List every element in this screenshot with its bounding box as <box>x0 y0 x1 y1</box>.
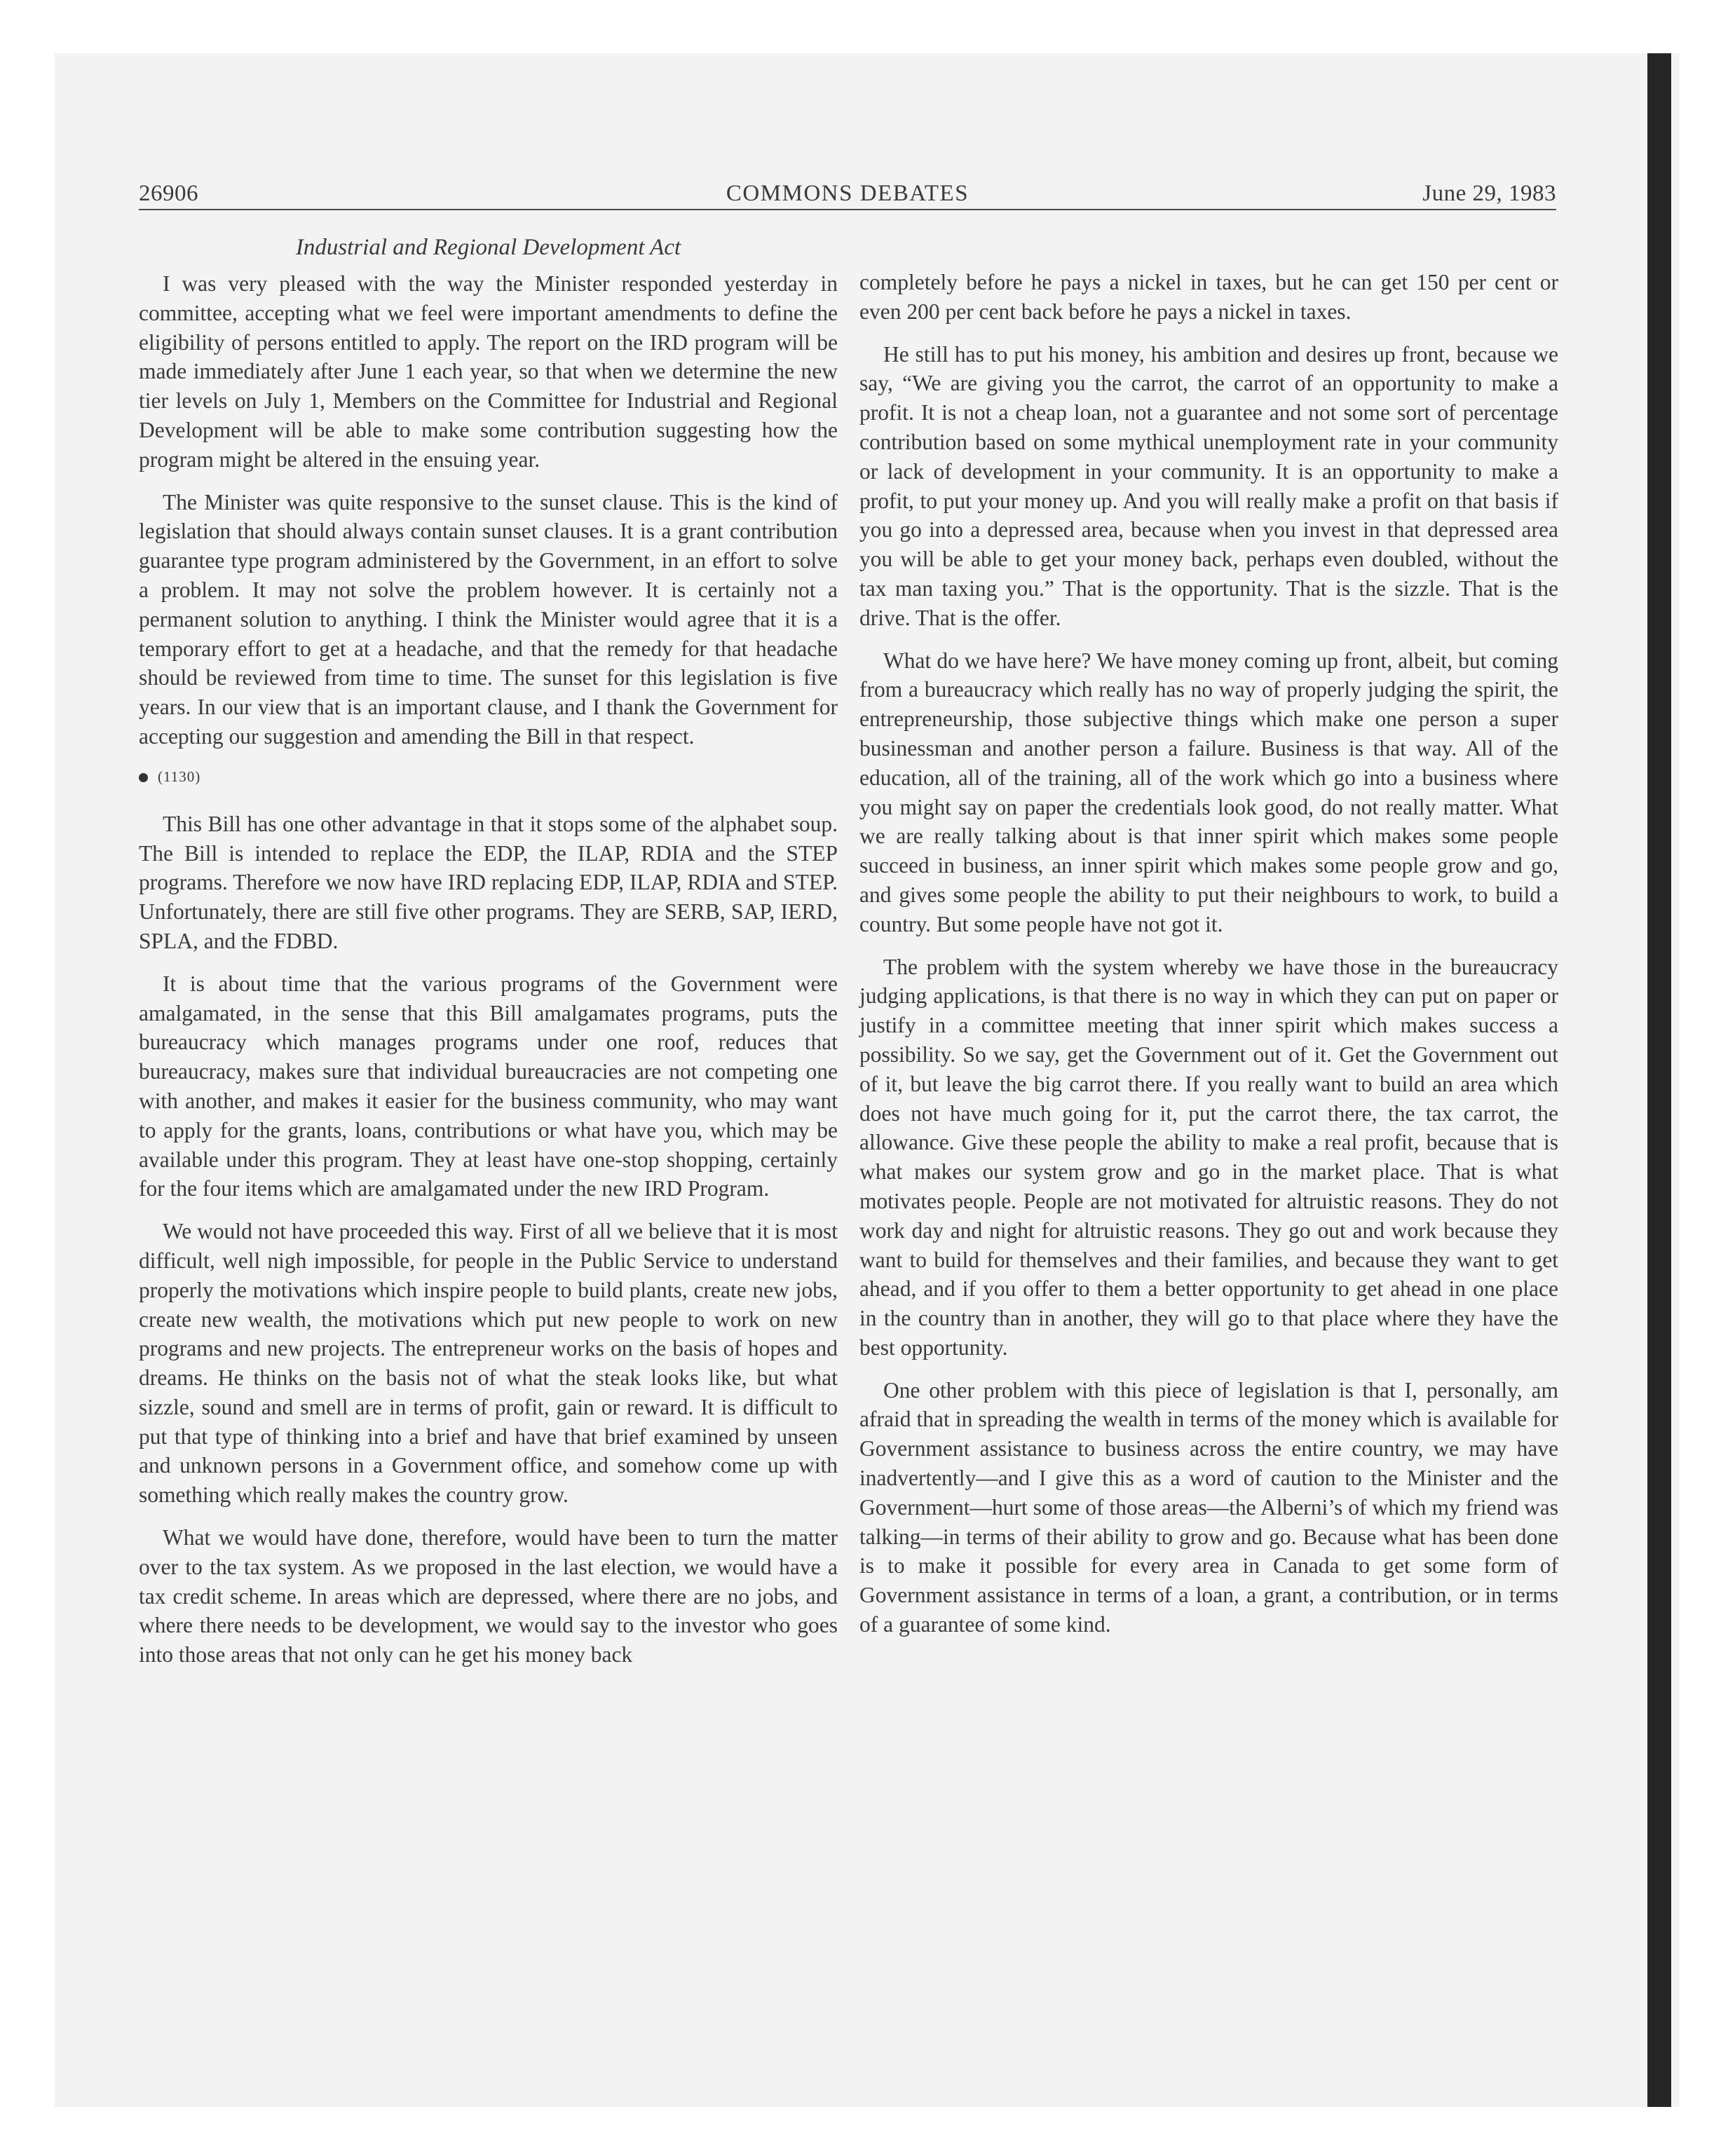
bullet-icon <box>139 773 148 782</box>
paragraph: I was very pleased with the way the Minister responded yesterday in committee, accepting what we feel were important amendments to define the eligibility of persons entitled to apply. The report on the IRD program will be made immediately after June 1 each year, so that when we determine the new tier levels on July 1, Members on the Committee for Industrial and Regional Development will be able to make some contribution suggesting how the program might be altered in the ensuing year. <box>139 271 838 472</box>
time-marker <box>139 765 838 789</box>
section-title: Industrial and Regional Development Act <box>295 235 681 260</box>
paragraph: One other problem with this piece of legislation is that I, personally, am afraid that in spreading the wealth in terms of the money which is available for Government assistance to business across the entire country, we may have inadvertently—and I give this as a word of caution to the Minister and the Government—hurt some of those areas—the Alberni’s of which my friend was talking—in terms of their ability to grow and go. Because what has been done is to make it possible for every area in Canada to get some form of Government assistance in terms of a loan, a grant, a contribution, or in terms of a guarantee of some kind. <box>859 1377 1558 1637</box>
header-rule <box>139 209 1556 210</box>
right-column <box>859 268 1558 1653</box>
publication-title: COMMONS DEBATES <box>726 181 969 206</box>
left-column <box>139 231 838 1683</box>
paragraph: He still has to put his money, his ambition and desires up front, because we say, “We are giving you the carrot, the carrot of an opportunity to make a profit. It is not a cheap loan, not a guarantee and not some sort of percentage contribution based on some mythical unemployment rate in your community or lack of development in your community. It is an opportunity to make a profit, to put your money up. And you will really make a profit on that basis if you go into a depressed area, because when you invest in that depressed area you will be able to get your money back, perhaps even doubled, without the tax man taxing you.” That is the opportunity. That is the sizzle. That is the drive. That is the offer. <box>859 341 1558 630</box>
scan-edge-shadow <box>1647 53 1671 2107</box>
paragraph: It is about time that the various programs of the Government were amalgamated, in the sense that this Bill amalgamates programs, puts the bureaucracy which manages programs under one roof, reduces that bureaucracy, makes sure that individual bureaucracies are not competing one with another, and makes it easier for the business community, who may want to apply for the grants, loans, contributions or what have you, which may be available under this program. They at least have one-stop shopping, certainly for the four items which are amalgamated under the new IRD Program. <box>139 971 838 1201</box>
paragraph: What we would have done, therefore, would have been to turn the matter over to the tax system. As we proposed in the last election, we would have a tax credit scheme. In areas which are depressed, where there are no jobs, and where there needs to be development, we would say to the investor who goes into those areas that not only can he get his money back <box>139 1525 838 1667</box>
page-number: 26906 <box>139 181 198 206</box>
paragraph: We would not have proceeded this way. First of all we believe that it is most difficult, well nigh impossible, for people in the Public Service to understand properly the motivations which inspire people to build plants, create new jobs, create new wealth, the motivations which put new people to work on new programs and new projects. The entrepreneur works on the basis of hopes and dreams. He thinks on the basis not of what the steak looks like, but what sizzle, sound and smell are in terms of profit, gain or reward. It is difficult to put that type of thinking into a brief and have that brief examined by unseen and unknown persons in a Government office, and somehow come up with something which really makes the country grow. <box>139 1219 838 1508</box>
time-marker-label: (1130) <box>158 767 201 785</box>
paragraph: This Bill has one other advantage in that it stops some of the alphabet soup. The Bill is intended to replace the EDP, the ILAP, RDIA and the STEP programs. Therefore we now have IRD replacing EDP, ILAP, RDIA and STEP. Unfortunately, there are still five other programs. They are SERB, SAP, IERD, SPLA, and the FDBD. <box>139 811 838 953</box>
page-header <box>139 177 1556 210</box>
paragraph: The problem with the system whereby we have those in the bureaucracy judging applications, is that there is no way in which they can put on paper or justify in a committee meeting that inner spirit which makes success a possibility. So we say, get the Government out of it. Get the Government out of it, but leave the big carrot there. If you really want to build an area which does not have much going for it, put the carrot there, the tax carrot, the allowance. Give these people the ability to make a real profit, because that is what makes our system grow and go in the market place. That is what motivates people. People are not motivated for altruistic reasons. They do not work day and night for altruistic reasons. They go out and work because they want to build for themselves and their families, and because they want to get ahead, and if you offer to them a better opportunity to get ahead in one place in the country than in another, they will go to that place where they have the best opportunity. <box>859 954 1558 1360</box>
paragraph: The Minister was quite responsive to the sunset clause. This is the kind of legislation that should always contain sunset clauses. It is a grant contribution guarantee type program administered by the Government, in an effort to solve a problem. It may not solve the problem however. It is certainly not a permanent solution to anything. I think the Minister would agree that it is a temporary effort to get at a headache, and that the remedy for that headache should be reviewed from time to time. The sunset for this legislation is five years. In our view that is an important clause, and I thank the Government for accepting our suggestion and amending the Bill in that respect. <box>139 489 838 749</box>
paragraph: completely before he pays a nickel in taxes, but he can get 150 per cent or even 200 per cent back before he pays a nickel in taxes. <box>859 270 1558 324</box>
page-date: June 29, 1983 <box>1422 181 1556 206</box>
paragraph: What do we have here? We have money coming up front, albeit, but coming from a bureaucracy which really has no way of properly judging the spirit, the entrepreneurship, those subjective things which make one person a super businessman and another person a failure. Business is that way. All of the education, all of the training, all of the work which go into a business where you might say on paper the credentials look good, do not really matter. What we are really talking about is that inner spirit which makes some people succeed in business, an inner spirit which makes some people grow and go, and gives some people the ability to put their neighbours to work, to build a country. But some people have not got it. <box>859 648 1558 936</box>
